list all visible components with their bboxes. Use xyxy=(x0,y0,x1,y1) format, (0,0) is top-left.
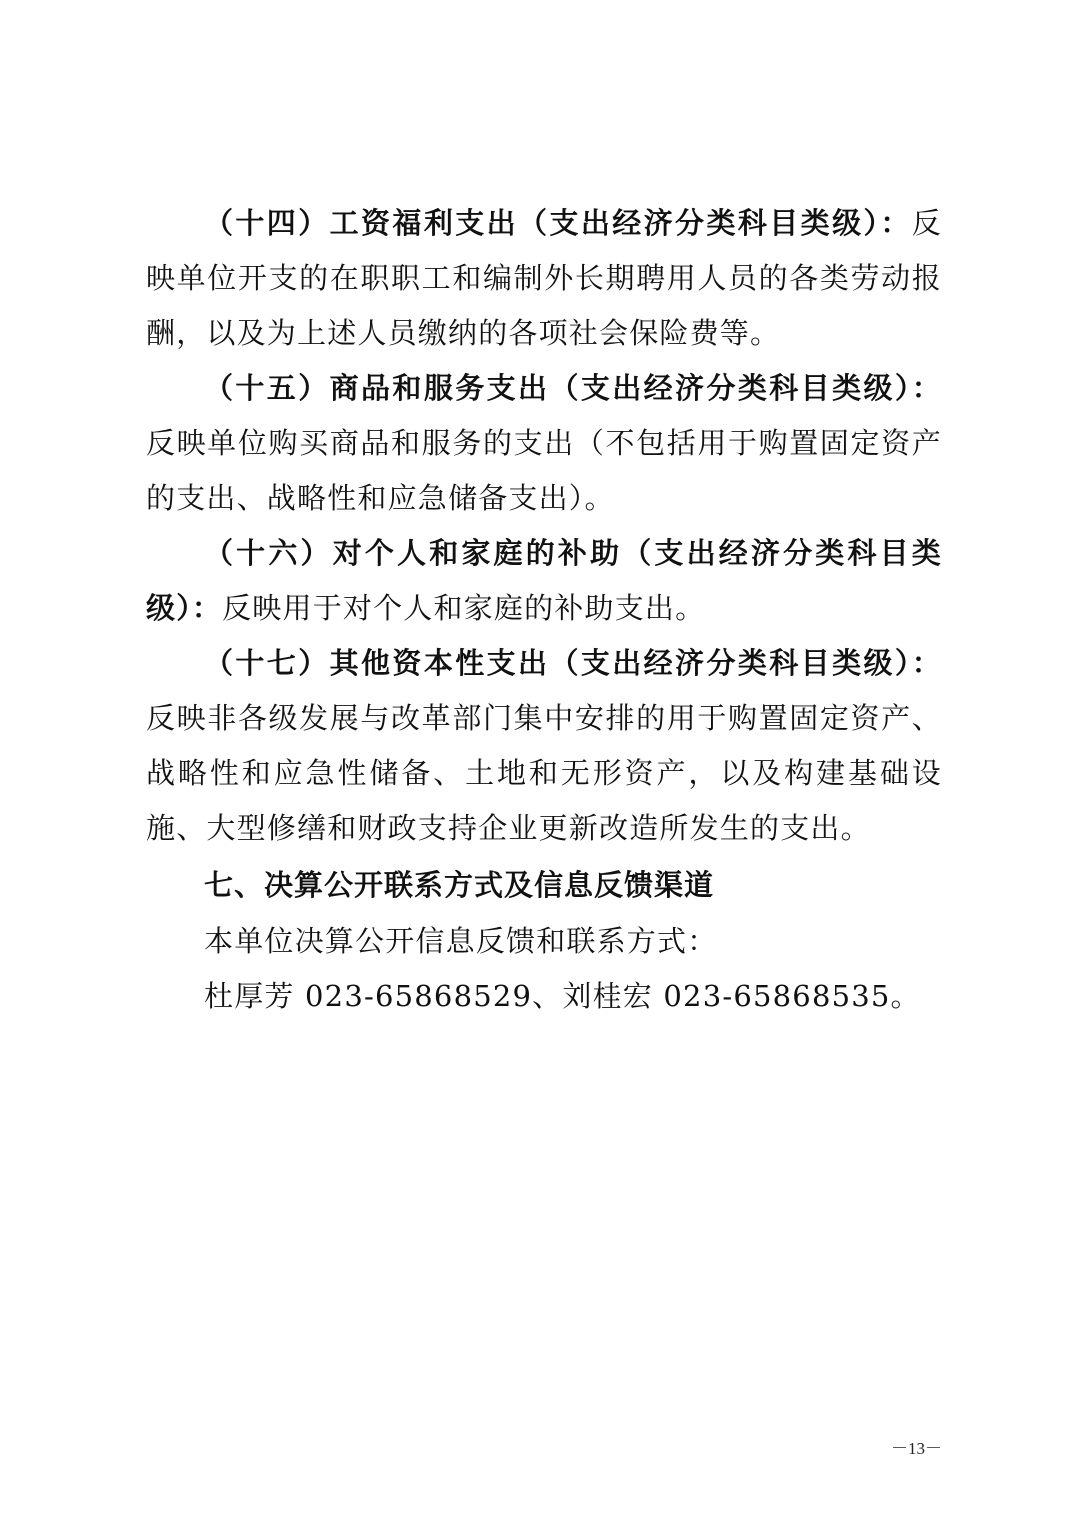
section-label: （十六）对个人和家庭的补助（支出经济分类科目类级）： xyxy=(146,536,942,625)
section-label: （十五）商品和服务支出（支出经济分类科目类级）： xyxy=(204,371,942,405)
section-14 xyxy=(146,196,942,361)
contact-heading: 七、决算公开联系方式及信息反馈渠道 xyxy=(204,868,715,902)
section-text: 反映用于对个人和家庭的补助支出。 xyxy=(222,591,706,625)
section-17 xyxy=(146,636,942,856)
section-label: （十四）工资福利支出（支出经济分类科目类级）： xyxy=(204,206,912,240)
section-text: 反映非各级发展与改革部门集中安排的用于购置固定资产、战略性和应急性储备、土地和无形资产，以及构建基础设施、大型修缮和财政支持企业更新改造所发生的支出。 xyxy=(146,701,942,845)
contact-intro: 本单位决算公开信息反馈和联系方式： xyxy=(204,924,718,958)
section-text: 反映单位购买商品和服务的支出（不包括用于购置固定资产的支出、战略性和应急储备支出）。 xyxy=(146,426,942,515)
section-15 xyxy=(146,361,942,526)
page-number: －13－ xyxy=(891,1439,942,1458)
section-16 xyxy=(146,526,942,636)
section-text: 反映单位开支的在职职工和编制外长期聘用人员的各类劳动报酬，以及为上述人员缴纳的各项社会保险费等。 xyxy=(146,206,942,350)
contact-details: 杜厚芳 023-65868529、刘桂宏 023-65868535。 xyxy=(204,979,921,1013)
section-label: （十七）其他资本性支出（支出经济分类科目类级）： xyxy=(204,646,942,680)
page-content xyxy=(146,196,942,1024)
